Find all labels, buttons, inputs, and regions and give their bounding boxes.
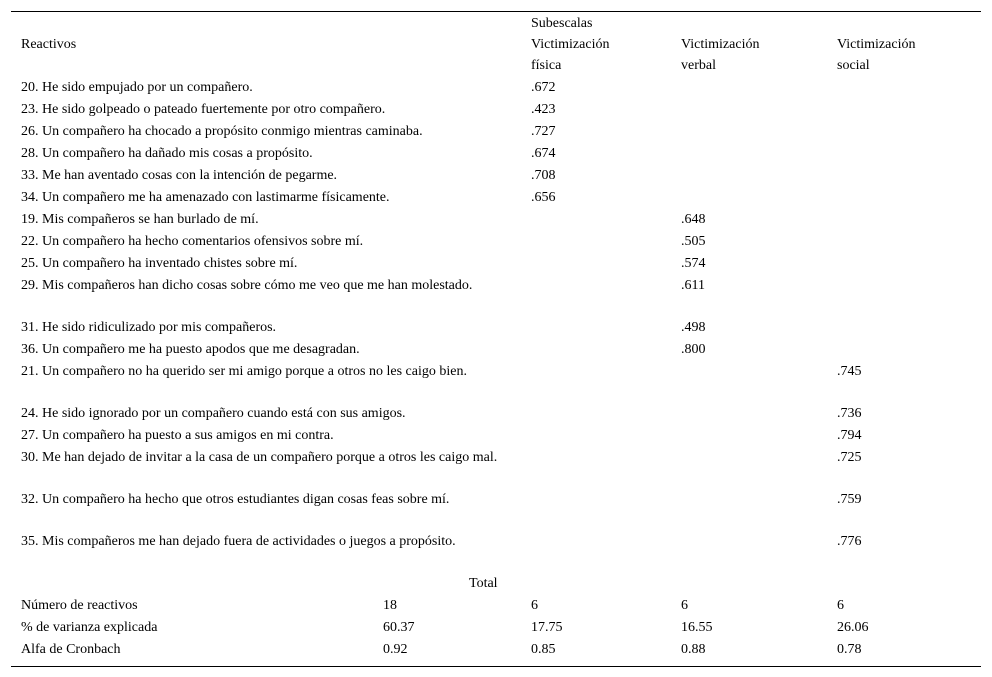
summary-fisica: 17.75 [531, 620, 563, 635]
header-social-line1: Victimización [837, 37, 916, 52]
item-row-text: 22. Un compañero ha hecho comentarios ofensivos sobre mí. [21, 234, 364, 249]
item-loading-social: .759 [837, 492, 862, 507]
summary-fisica: 6 [531, 598, 538, 613]
summary-social: 6 [837, 598, 844, 613]
summary-total: 60.37 [383, 620, 415, 635]
summary-total: 18 [383, 598, 397, 613]
item-row-text: 19. Mis compañeros se han burlado de mí. [21, 212, 259, 227]
summary-verbal: 6 [681, 598, 688, 613]
header-verbal-line2: verbal [681, 58, 716, 73]
item-loading-fisica: .656 [531, 190, 556, 205]
item-row-text: 21. Un compañero no ha querido ser mi amigo porque a otros no les caigo bien. [21, 364, 467, 379]
item-loading-fisica: .674 [531, 146, 556, 161]
header-fisica-line1: Victimización [531, 37, 610, 52]
item-loading-social: .736 [837, 406, 862, 421]
summary-total: 0.92 [383, 642, 408, 657]
total-label: Total [469, 576, 498, 591]
item-row-text: 26. Un compañero ha chocado a propósito conmigo mientras caminaba. [21, 124, 423, 139]
header-social-line2: social [837, 58, 870, 73]
item-row-text: 28. Un compañero ha dañado mis cosas a propósito. [21, 146, 313, 161]
item-loading-verbal: .800 [681, 342, 706, 357]
item-row-text: 25. Un compañero ha inventado chistes sobre mí. [21, 256, 298, 271]
header-subescalas: Subescalas [531, 16, 593, 31]
summary-verbal: 0.88 [681, 642, 706, 657]
item-loading-fisica: .423 [531, 102, 556, 117]
item-row-text: 36. Un compañero me ha puesto apodos que me desagradan. [21, 342, 360, 357]
header-fisica-line2: física [531, 58, 562, 73]
item-row-text: 31. He sido ridiculizado por mis compañeros. [21, 320, 277, 335]
item-loading-social: .745 [837, 364, 862, 379]
header-verbal-line1: Victimización [681, 37, 760, 52]
summary-fisica: 0.85 [531, 642, 556, 657]
item-loading-fisica: .727 [531, 124, 556, 139]
item-row-text: 23. He sido golpeado o pateado fuertemente por otro compañero. [21, 102, 386, 117]
summary-social: 26.06 [837, 620, 869, 635]
header-reactivos: Reactivos [21, 37, 77, 52]
item-loading-verbal: .574 [681, 256, 706, 271]
item-loading-verbal: .498 [681, 320, 706, 335]
item-row-text: 33. Me han aventado cosas con la intención de pegarme. [21, 168, 338, 183]
factor-loadings-table [11, 11, 981, 667]
item-loading-verbal: .505 [681, 234, 706, 249]
summary-label: Número de reactivos [21, 598, 138, 613]
item-loading-social: .794 [837, 428, 862, 443]
item-row-text: 32. Un compañero ha hecho que otros estudiantes digan cosas feas sobre mí. [21, 492, 450, 507]
summary-verbal: 16.55 [681, 620, 713, 635]
summary-label: % de varianza explicada [21, 620, 158, 635]
summary-label: Alfa de Cronbach [21, 642, 121, 657]
item-row-text: 30. Me han dejado de invitar a la casa de un compañero porque a otros les caigo mal. [21, 450, 498, 465]
item-row-text: 29. Mis compañeros han dicho cosas sobre cómo me veo que me han molestado. [21, 278, 473, 293]
item-loading-social: .776 [837, 534, 862, 549]
item-loading-social: .725 [837, 450, 862, 465]
item-loading-verbal: .611 [681, 278, 705, 293]
item-loading-verbal: .648 [681, 212, 706, 227]
item-loading-fisica: .708 [531, 168, 556, 183]
item-loading-fisica: .672 [531, 80, 556, 95]
item-row-text: 24. He sido ignorado por un compañero cuando está con sus amigos. [21, 406, 406, 421]
summary-social: 0.78 [837, 642, 862, 657]
item-row-text: 34. Un compañero me ha amenazado con lastimarme físicamente. [21, 190, 390, 205]
item-row-text: 20. He sido empujado por un compañero. [21, 80, 253, 95]
item-row-text: 27. Un compañero ha puesto a sus amigos en mi contra. [21, 428, 334, 443]
item-row-text: 35. Mis compañeros me han dejado fuera de actividades o juegos a propósito. [21, 534, 456, 549]
